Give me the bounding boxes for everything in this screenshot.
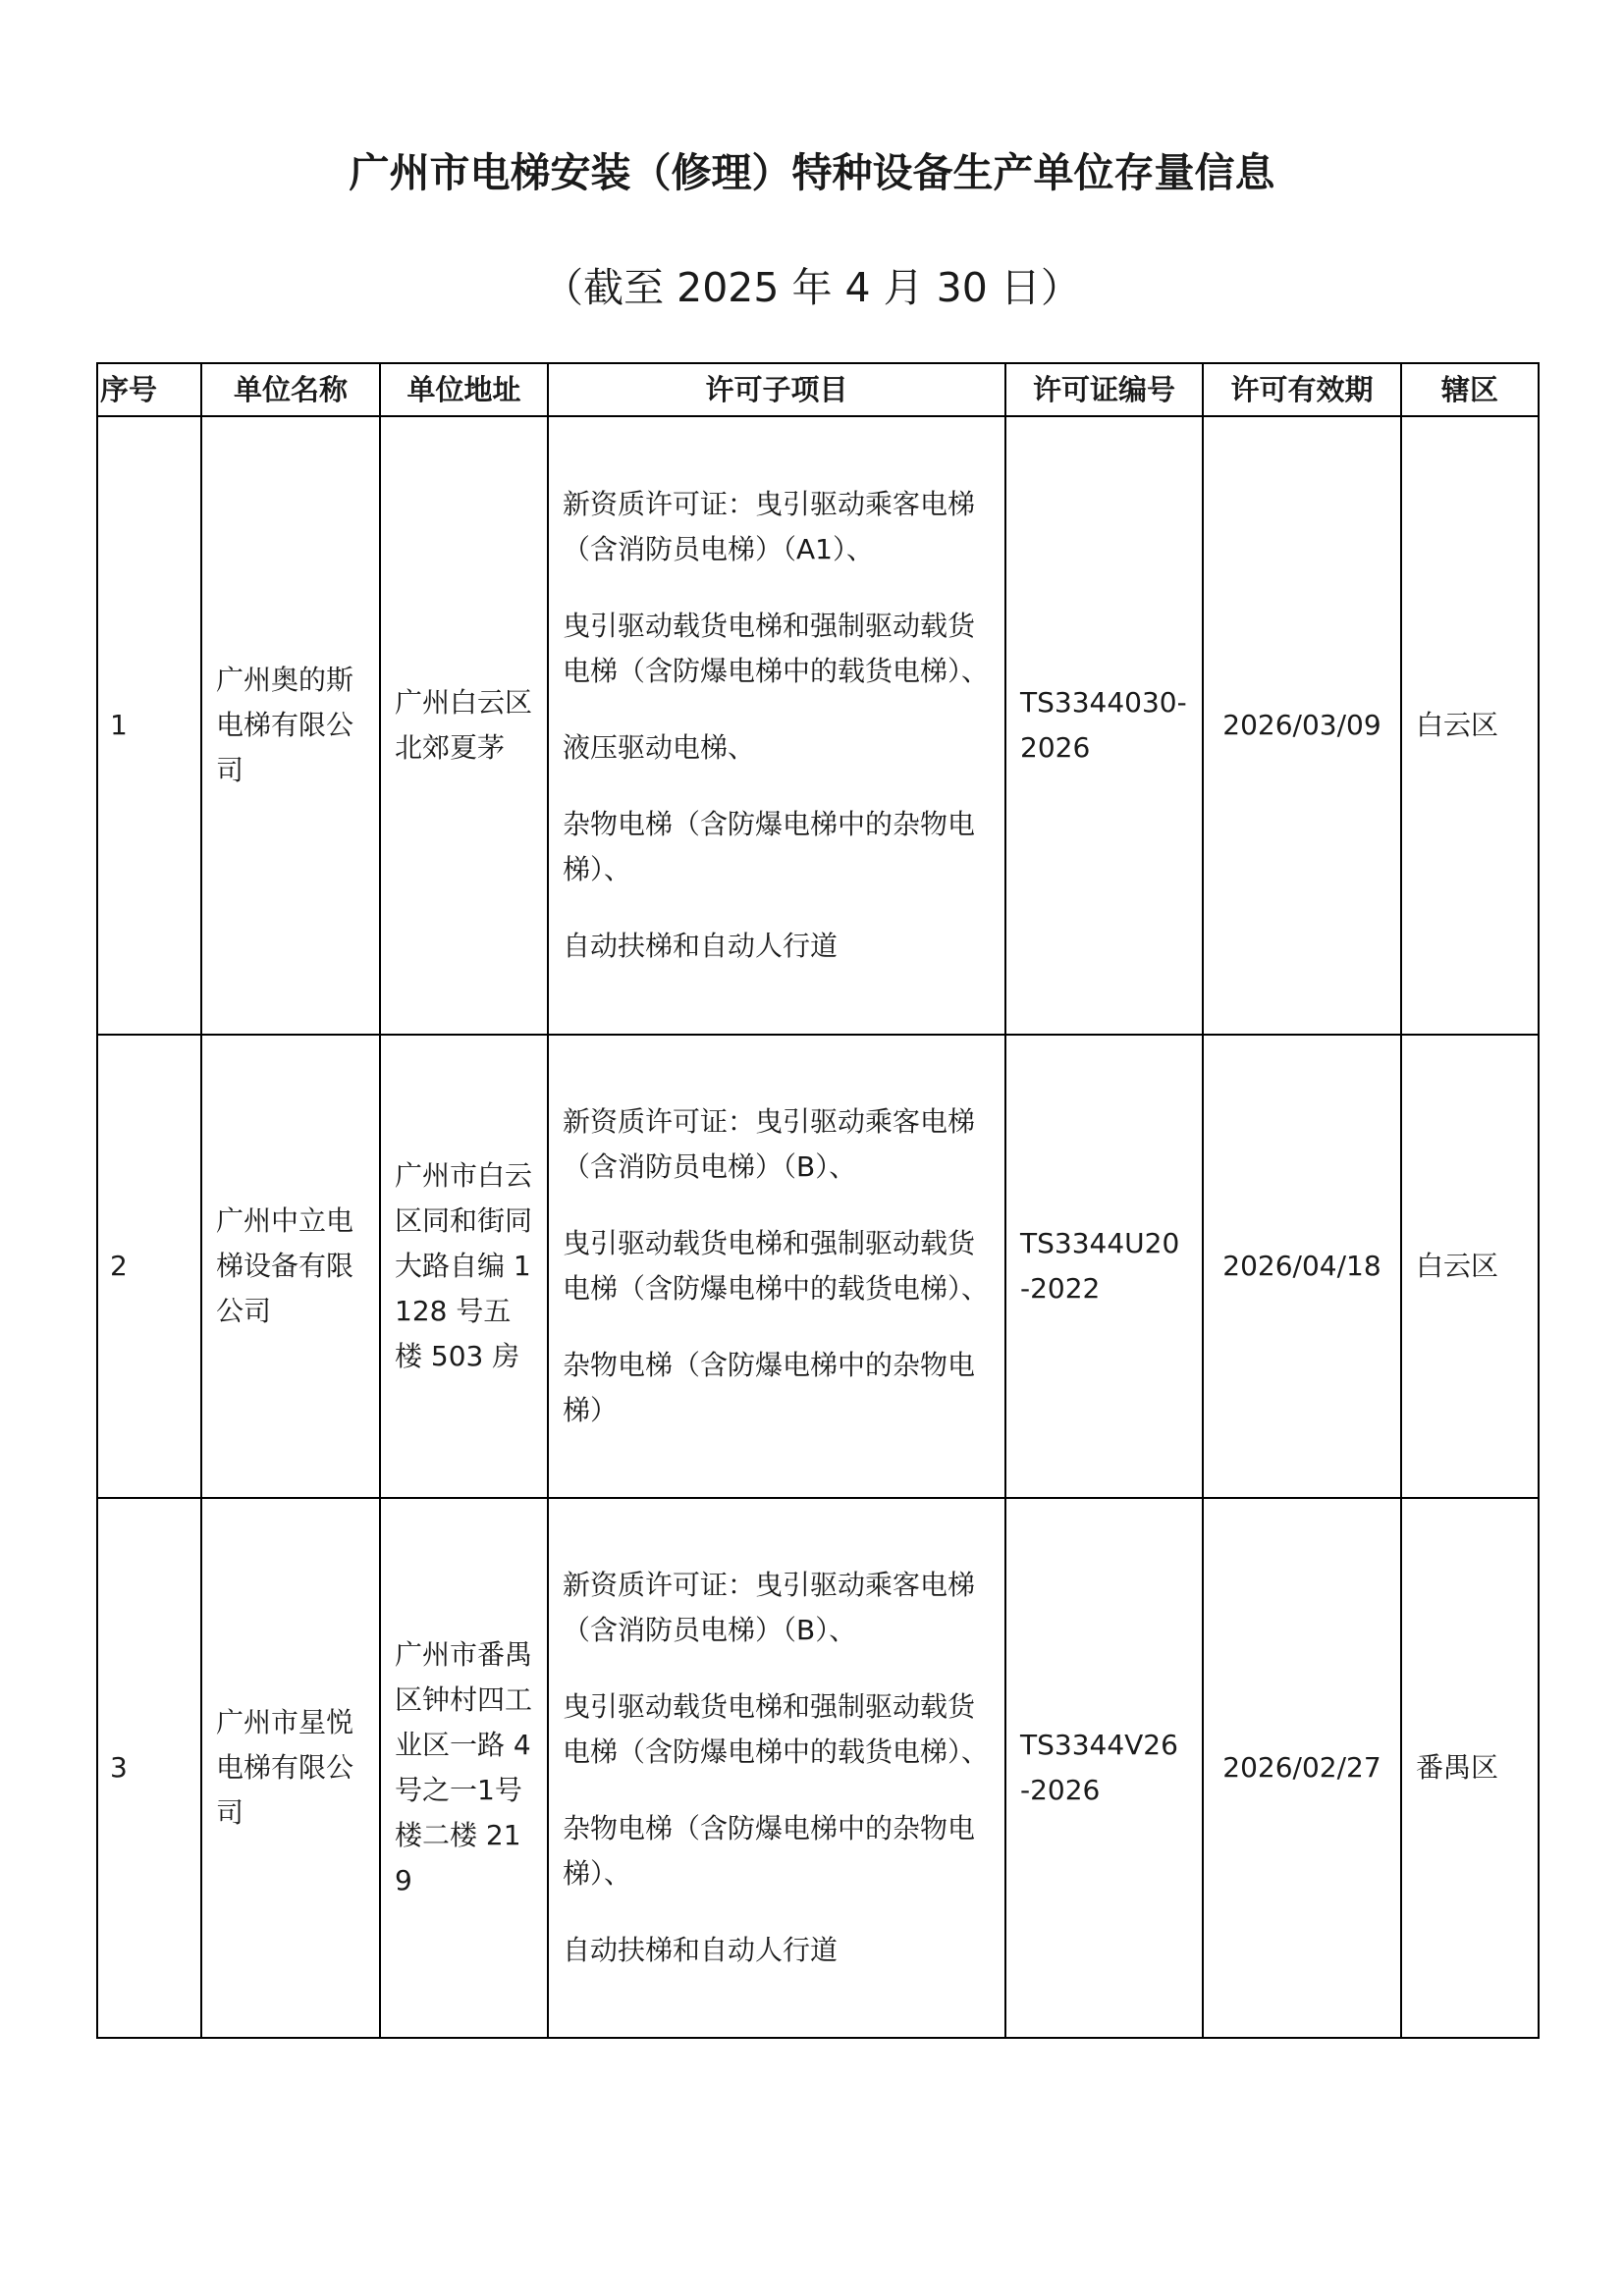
document-subtitle: （截至 2025 年 4 月 30 日）	[543, 264, 1081, 311]
license-item: 杂物电梯（含防爆电梯中的杂物电梯）、	[563, 808, 976, 885]
header-license-items: 许可子项目	[548, 363, 1005, 416]
document-title: 广州市电梯安装（修理）特种设备生产单位存量信息	[349, 149, 1275, 196]
cell-unit-name: 广州中立电梯设备有限公司	[201, 1035, 380, 1498]
license-item: 自动扶梯和自动人行道	[563, 930, 839, 962]
header-validity: 许可有效期	[1203, 363, 1401, 416]
cell-unit-name: 广州市星悦电梯有限公司	[201, 1498, 380, 2038]
header-district: 辖区	[1401, 363, 1539, 416]
license-item: 曳引驱动载货电梯和强制驱动载货电梯（含防爆电梯中的载货电梯）、	[563, 610, 990, 687]
license-item: 自动扶梯和自动人行道	[563, 1934, 839, 1966]
cell-license-items	[548, 1498, 1005, 2038]
table-row	[97, 1035, 1539, 1498]
license-item: 杂物电梯（含防爆电梯中的杂物电梯）、	[563, 1812, 976, 1890]
cell-unit-name: 广州奥的斯电梯有限公司	[201, 416, 380, 1035]
cell-validity: 2026/04/18	[1203, 1035, 1401, 1498]
cell-license-number: TS3344030-2026	[1005, 416, 1203, 1035]
header-seq: 序号	[97, 363, 201, 416]
cell-license-items	[548, 416, 1005, 1035]
cell-seq: 2	[97, 1035, 201, 1498]
license-item: 曳引驱动载货电梯和强制驱动载货电梯（含防爆电梯中的载货电梯）、	[563, 1690, 990, 1768]
cell-unit-address: 广州市白云区同和街同大路自编 1128 号五楼 503 房	[380, 1035, 548, 1498]
cell-unit-address: 广州市番禺区钟村四工业区一路 4 号之一1号楼二楼 219	[380, 1498, 548, 2038]
license-item: 杂物电梯（含防爆电梯中的杂物电梯）	[563, 1349, 976, 1426]
cell-district: 白云区	[1401, 1035, 1539, 1498]
cell-seq: 1	[97, 416, 201, 1035]
table-row	[97, 1498, 1539, 2038]
cell-district: 番禺区	[1401, 1498, 1539, 2038]
cell-license-items	[548, 1035, 1005, 1498]
cell-validity: 2026/02/27	[1203, 1498, 1401, 2038]
header-license-number: 许可证编号	[1005, 363, 1203, 416]
table-row	[97, 416, 1539, 1035]
header-unit-address: 单位地址	[380, 363, 548, 416]
unit-info-table	[96, 362, 1540, 2039]
license-item: 曳引驱动载货电梯和强制驱动载货电梯（含防爆电梯中的载货电梯）、	[563, 1227, 990, 1305]
license-item: 液压驱动电梯、	[563, 731, 756, 764]
cell-unit-address: 广州白云区北郊夏茅	[380, 416, 548, 1035]
license-item: 新资质许可证：曳引驱动乘客电梯（含消防员电梯）（B）、	[563, 1105, 976, 1183]
cell-license-number: TS3344U20-2022	[1005, 1035, 1203, 1498]
table-header-row	[97, 363, 1539, 416]
cell-seq: 3	[97, 1498, 201, 2038]
license-item: 新资质许可证：曳引驱动乘客电梯（含消防员电梯）（B）、	[563, 1569, 976, 1646]
license-item: 新资质许可证：曳引驱动乘客电梯（含消防员电梯）（A1）、	[563, 488, 976, 565]
header-unit-name: 单位名称	[201, 363, 380, 416]
cell-district: 白云区	[1401, 416, 1539, 1035]
cell-license-number: TS3344V26-2026	[1005, 1498, 1203, 2038]
cell-validity: 2026/03/09	[1203, 416, 1401, 1035]
